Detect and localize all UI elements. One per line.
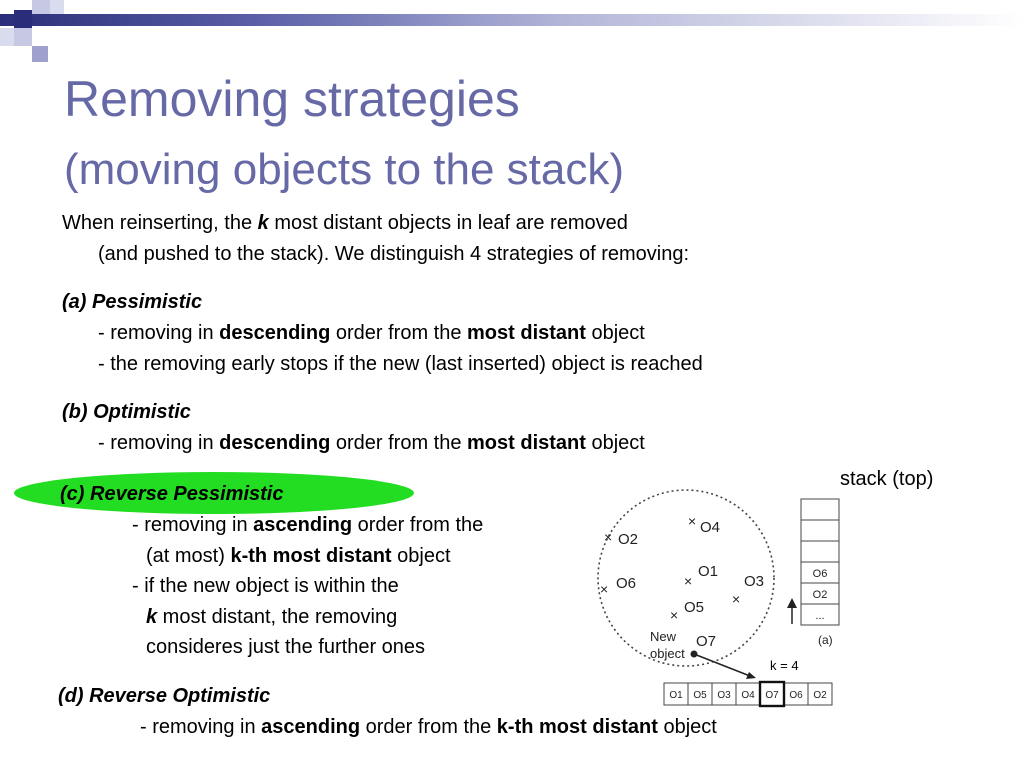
logo-square [0, 28, 14, 46]
svg-text:O7: O7 [696, 633, 717, 650]
sorted-row [660, 680, 840, 710]
logo-square [0, 46, 14, 60]
strategy-b-heading: (b) Optimistic [62, 401, 191, 423]
svg-text:O3: O3 [744, 573, 765, 590]
svg-text:O5: O5 [684, 599, 705, 616]
k-label: k = 4 [770, 658, 799, 673]
stack-cell: O6 [812, 568, 828, 580]
slide-subtitle: (moving objects to the stack) [64, 145, 625, 194]
object-o4 [688, 513, 720, 536]
logo-square [32, 46, 48, 62]
slide-title: Removing strategies [64, 71, 520, 127]
logo-square [14, 10, 32, 28]
svg-text:O4: O4 [700, 519, 721, 536]
svg-text:O2: O2 [618, 531, 639, 548]
strategy-d-heading: (d) Reverse Optimistic [58, 685, 271, 707]
logo-square [14, 28, 32, 46]
row-cell: O3 [717, 690, 731, 701]
object-o3 [732, 573, 764, 607]
stack-label: stack (top) [840, 468, 934, 490]
strategy-a-line-1: - removing in descending order from the most distant object [98, 322, 645, 344]
strategy-c-line-3: - if the new object is within the [132, 575, 399, 597]
intro-line-2: (and pushed to the stack). We distinguish 4 strategies of removing: [98, 243, 690, 265]
intro-line-1: When reinserting, the k most distant objects in leaf are removed [62, 212, 628, 234]
panel-label: (a) [818, 633, 833, 647]
strategy-c-line-1: - removing in ascending order from the [132, 514, 484, 536]
svg-text:×: × [732, 591, 741, 607]
strategy-c-line-2: (at most) k-th most distant object [146, 545, 451, 567]
svg-text:×: × [604, 529, 613, 545]
stack-cell: O2 [812, 589, 828, 601]
stack-cell: ... [815, 610, 825, 622]
svg-text:×: × [684, 573, 693, 589]
strategy-c-heading: (c) Reverse Pessimistic [60, 483, 284, 505]
object-o2 [604, 529, 638, 548]
object-o7 [696, 633, 716, 650]
new-object-label-2: object [650, 646, 685, 661]
svg-text:O6: O6 [616, 575, 637, 592]
header-gradient-bar [0, 14, 1024, 26]
svg-text:×: × [670, 607, 679, 623]
object-o1 [684, 563, 718, 589]
row-cell: O6 [789, 690, 803, 701]
row-cell: O4 [741, 690, 755, 701]
row-cell: O1 [669, 690, 683, 701]
row-cell: O2 [813, 690, 827, 701]
object-o6 [600, 575, 636, 597]
svg-text:×: × [688, 513, 697, 529]
svg-text:×: × [600, 581, 609, 597]
object-o5 [670, 599, 704, 623]
strategy-c-line-4: k most distant, the removing [146, 606, 398, 628]
logo-square [50, 0, 64, 14]
strategy-b-line-1: - removing in descending order from the most distant object [98, 432, 645, 454]
strategy-a-line-2: - the removing early stops if the new (last inserted) object is reached [98, 353, 703, 375]
stack-diagram [780, 496, 860, 656]
strategy-d-line-1: - removing in ascending order from the k-th most distant object [140, 716, 717, 738]
logo-square [32, 0, 50, 14]
strategy-a-heading: (a) Pessimistic [62, 291, 203, 313]
strategy-c-line-5: consideres just the further ones [146, 636, 426, 658]
row-cell: O5 [693, 690, 707, 701]
logo-square [0, 0, 14, 14]
row-cell: O7 [765, 690, 779, 701]
svg-text:O1: O1 [698, 563, 719, 580]
new-object-label-1: New [650, 629, 677, 644]
logo-square [32, 28, 50, 46]
